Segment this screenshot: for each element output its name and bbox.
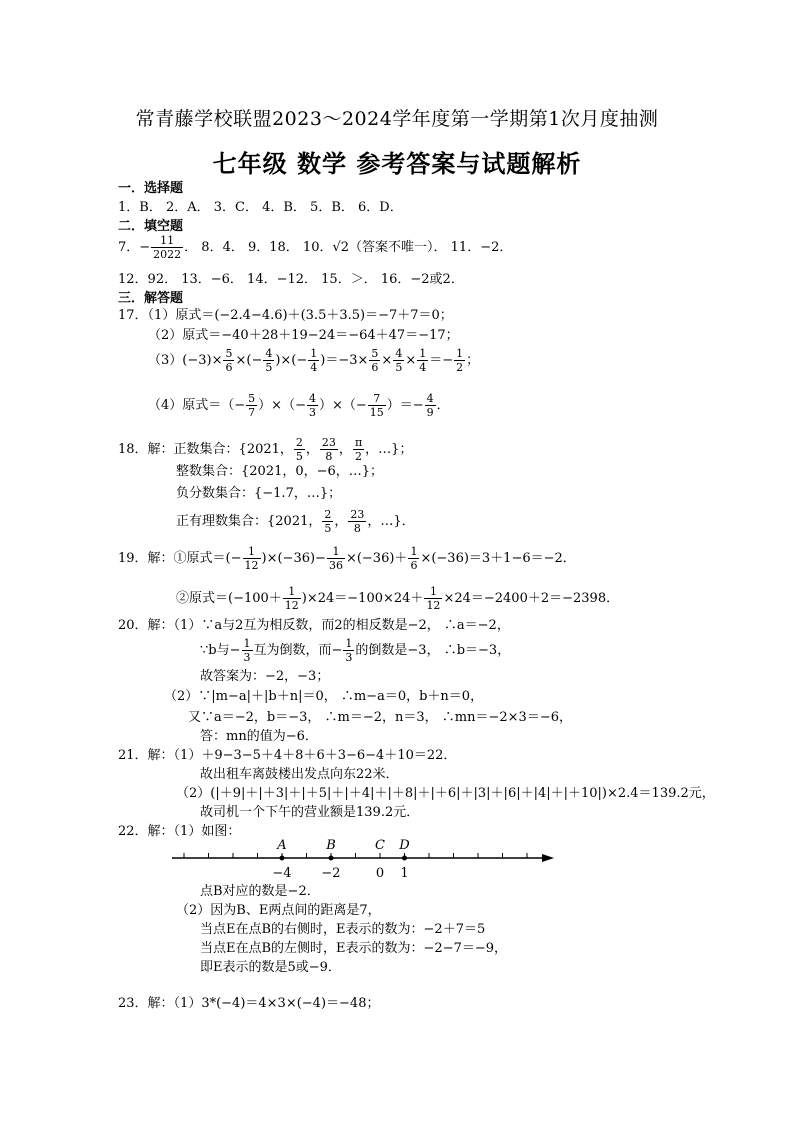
point-d-label: D	[399, 838, 410, 853]
fill-answers-row1	[118, 234, 512, 261]
fraction: $\frac{1}{12}$	[284, 585, 299, 612]
q20-line1: 20．解：（1）∵a与2互为相反数，而2的相反数是−2， ∴a＝−2，	[118, 618, 510, 633]
q23-line1: 23．解：（1）3*(−4)＝4×3×(−4)＝−48；	[118, 996, 380, 1011]
fraction: $\frac{5}{6}$	[371, 347, 379, 374]
fraction: $\frac{23}{8}$	[350, 508, 365, 535]
q17-part4: （4）原式＝（− $\frac{5}{7}$ ）×（− $\frac{4}{3}$ ）×（− $\frac{7}{15}$ ）＝− $\frac{4}{9}$ ．	[148, 392, 450, 419]
q22-line6: 即E表示的数是5或−9．	[200, 960, 341, 975]
fraction: $\frac{7}{15}$	[369, 392, 384, 419]
section-solve-heading: 三．解答题	[118, 291, 184, 306]
q22-line5: 当点E在点B的左侧时，E表示的数为：−2−7＝−9，	[200, 941, 508, 956]
q22-line1: 22．解：（1）如图：	[118, 824, 241, 839]
fraction: $\frac{1}{2}$	[456, 347, 464, 374]
tick-label-b: −2	[321, 866, 341, 881]
fraction: $\frac{2}{5}$	[295, 436, 303, 463]
exam-title: 常青藤学校联盟2023～2024学年度第一学期第1次月度抽测	[135, 108, 659, 130]
fraction: $\frac{4}{5}$	[395, 347, 403, 374]
q20-line5: 又∵a＝−2，b＝−3， ∴m＝−2，n＝3， ∴mn＝−2×3＝−6，	[188, 710, 572, 725]
q17-part1: 17．（1）原式＝(−2.4−4.6)＋(3.5＋3.5)＝−7＋7＝0；	[118, 308, 453, 323]
point-b-label: B	[326, 838, 336, 853]
q18-integer-set: 整数集合：{2021，0，−6，…}；	[176, 464, 384, 479]
q8-q11-answers: ． 8．4． 9．18． 10．√2（答案不唯一）． 11．−2．	[184, 240, 513, 255]
answer-title: 七年级 数学 参考答案与试题解析	[212, 149, 582, 178]
q21-line4: 故司机一个下午的营业额是139.2元．	[200, 805, 420, 820]
tick-label-a: −4	[272, 866, 292, 881]
fraction: $\frac{1}{4}$	[419, 347, 427, 374]
fraction: $\frac{1}{12}$	[244, 545, 259, 572]
q22-line3: （2）因为B、E两点间的距离是7，	[176, 903, 381, 918]
q19-part2: ②原式＝(−100＋ $\frac{1}{12}$ )×24＝−100×24＋ $\frac{1}{12}$ ×24＝−2400＋2＝−2398．	[176, 585, 620, 612]
fraction: $\frac{1}{6}$	[410, 545, 418, 572]
q7-fraction: $\frac{11}{2022}$	[153, 234, 182, 261]
number-line-arrow	[542, 854, 554, 862]
fill-answers-row2: 12．92． 13．−6． 14．−12． 15．＞． 16．−2或2．	[118, 272, 464, 287]
section-fill-heading: 二．填空题	[118, 219, 184, 234]
q21-line3: （2）(|＋9|＋|＋3|＋|＋5|＋|＋4|＋|＋8|＋|＋6|＋|3|＋|6|＋|4|＋|＋10|)×2.4＝139.2元，	[176, 786, 715, 801]
q18-positive-rational-set: 正有理数集合：{2021， $\frac{2}{5}$ ， $\frac{23}{8}$ ，…}．	[176, 508, 415, 535]
q17-part3: （3）(−3)× $\frac{5}{6}$ ×(− $\frac{4}{5}$ )×(− $\frac{1}{4}$ )＝−3× $\frac{5}{6}$ × $\frac{4}{5}$ × $\frac{1}{4}$ ＝− $\frac{1}{2}$ ；	[148, 347, 480, 374]
fraction: $\frac{1}{36}$	[328, 545, 343, 572]
q20-line4: （2）∵|m−a|＋|b＋n|＝0， ∴m−a＝0，b＋n＝0，	[164, 689, 484, 704]
point-a-dot	[280, 856, 285, 861]
section-choice-heading: 一．选择题	[118, 181, 184, 196]
q22-line4: 当点E在点B的右侧时，E表示的数为：−2＋7＝5	[200, 922, 486, 937]
q20-line3: 故答案为：−2，−3；	[200, 669, 330, 684]
choice-answers: 1．B． 2．A． 3．C． 4．B． 5．B． 6．D．	[118, 200, 403, 215]
q21-line1: 21．解：（1）＋9−3−5＋4＋8＋6＋3−6−4＋10＝22．	[118, 748, 457, 763]
tick-label-c: 0	[375, 866, 385, 881]
point-b-dot	[329, 856, 334, 861]
q18-positive-set: 18．解：正数集合：{2021， $\frac{2}{5}$ ， $\frac{23}{8}$ ， $\frac{\pi}{2}$ ，…}；	[118, 436, 413, 463]
fraction: $\frac{\pi}{2}$	[354, 436, 363, 463]
point-a-label: A	[277, 838, 287, 853]
q22-line2: 点B对应的数是−2．	[200, 884, 320, 899]
fraction: $\frac{1}{3}$	[243, 637, 251, 664]
q20-line2: ∵b与− $\frac{1}{3}$ 互为倒数，而− $\frac{1}{3}$ 的倒数是−3， ∴b＝−3，	[200, 637, 511, 664]
point-c-label: C	[375, 838, 385, 853]
fraction: $\frac{4}{9}$	[426, 392, 434, 419]
point-d-dot	[402, 856, 407, 861]
q21-line2: 故出租车离鼓楼出发点向东22米．	[200, 767, 399, 782]
tick-label-d: 1	[400, 866, 409, 881]
number-line-diagram	[160, 834, 560, 886]
fraction: $\frac{5}{6}$	[225, 347, 233, 374]
q18-negative-fraction-set: 负分数集合：{−1.7，…}；	[176, 486, 342, 501]
q19-part1: 19．解：①原式＝(− $\frac{1}{12}$ )×(−36)− $\frac{1}{36}$ ×(−36)＋ $\frac{1}{6}$ ×(−36)＝3＋1−6＝−2．	[118, 545, 576, 572]
q17-part2: （2）原式＝−40＋28＋19−24＝−64＋47＝−17；	[148, 328, 459, 343]
fraction: $\frac{1}{3}$	[345, 637, 353, 664]
fraction: $\frac{5}{7}$	[248, 392, 256, 419]
fraction: $\frac{4}{3}$	[308, 392, 316, 419]
fraction: $\frac{23}{8}$	[321, 436, 336, 463]
fraction: $\frac{2}{5}$	[324, 508, 332, 535]
fraction: $\frac{1}{12}$	[426, 585, 441, 612]
fraction: $\frac{1}{4}$	[310, 347, 318, 374]
q7-prefix: 7．−	[118, 240, 151, 255]
q20-line6: 答：mn的值为−6．	[200, 729, 318, 744]
fraction: $\frac{4}{5}$	[265, 347, 273, 374]
